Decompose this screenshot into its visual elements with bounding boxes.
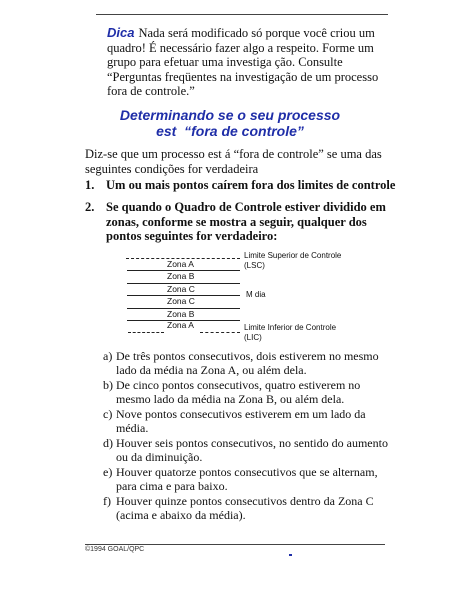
section-heading-line2: est “fora de controle” bbox=[156, 123, 304, 139]
rule-key: c) bbox=[103, 407, 113, 421]
section-heading-line1: Determinando se o seu processo bbox=[119, 107, 341, 123]
rule-text: Houver seis pontos consecutivos, no sentido do aumento ou da diminuição. bbox=[116, 436, 388, 464]
top-rule bbox=[96, 14, 388, 15]
zone-label-c-lower: Zona C bbox=[167, 296, 195, 306]
lower-limit-label: Limite Inferior de Controle bbox=[244, 323, 337, 332]
zone-label-a-upper: Zona A bbox=[167, 259, 194, 269]
condition-1-text: Um ou mais pontos caírem fora dos limites de controle bbox=[106, 178, 396, 192]
zone-label-a-lower: Zona A bbox=[167, 320, 194, 330]
rule-item-a bbox=[103, 349, 393, 377]
lower-limit-abbr: (LIC) bbox=[244, 333, 262, 342]
rule-key: e) bbox=[103, 465, 113, 479]
upper-limit-abbr: (LSC) bbox=[244, 261, 265, 270]
rule-text: De três pontos consecutivos, dois estiverem no mesmo lado da média na Zona A, ou além dela. bbox=[116, 349, 379, 377]
rule-key: d) bbox=[103, 436, 113, 450]
tip-block bbox=[107, 26, 395, 99]
footer-rule bbox=[85, 544, 385, 545]
footer-copyright: ©1994 GOAL/QPC bbox=[85, 546, 145, 553]
rule-item-e bbox=[103, 465, 393, 493]
zone-label-c-upper: Zona C bbox=[167, 284, 195, 294]
page-marker bbox=[289, 554, 292, 556]
rule-text: Nove pontos consecutivos estiverem em um lado da média. bbox=[116, 407, 366, 435]
rule-key: a) bbox=[103, 349, 113, 363]
rule-item-b bbox=[103, 378, 393, 406]
lower-control-limit-line-left bbox=[128, 332, 164, 333]
rule-item-f bbox=[103, 494, 393, 522]
condition-2-number: 2. bbox=[85, 200, 95, 214]
rule-item-d bbox=[103, 436, 393, 464]
zone-label-b-upper: Zona B bbox=[167, 271, 195, 281]
mean-label: M dia bbox=[246, 290, 266, 299]
intro-paragraph: Diz-se que um processo est á “fora de controle” se uma das seguintes condições for verdadeira bbox=[85, 147, 382, 176]
condition-1-number: 1. bbox=[85, 178, 95, 192]
lower-control-limit-line-right bbox=[200, 332, 240, 333]
rule-item-c bbox=[103, 407, 393, 435]
zone-label-b-lower: Zona B bbox=[167, 309, 195, 319]
rule-key: f) bbox=[103, 494, 111, 508]
upper-limit-label: Limite Superior de Controle bbox=[244, 251, 342, 260]
condition-2-text: Se quando o Quadro de Controle estiver dividido em zonas, conforme se mostra a seguir, qualquer dos pontos seguintes for verdadeiro: bbox=[106, 200, 386, 243]
tip-text: Nada será modificado só porque você criou um quadro! É necessário fazer algo a respeito. Forme um grupo para efetuar uma investiga ção. Consulte “Perguntas freqüentes na investigação de um processo fora de controle.” bbox=[107, 26, 379, 98]
rule-text: De cinco pontos consecutivos, quatro estiverem no mesmo lado da média na Zona B, ou além dela. bbox=[116, 378, 361, 406]
rule-key: b) bbox=[103, 378, 113, 392]
rule-text: Houver quatorze pontos consecutivos que se alternam, para cima e para baixo. bbox=[116, 465, 378, 493]
rule-text: Houver quinze pontos consecutivos dentro da Zona C (acima e abaixo da média). bbox=[116, 494, 374, 522]
tip-label: Dica bbox=[107, 25, 135, 40]
